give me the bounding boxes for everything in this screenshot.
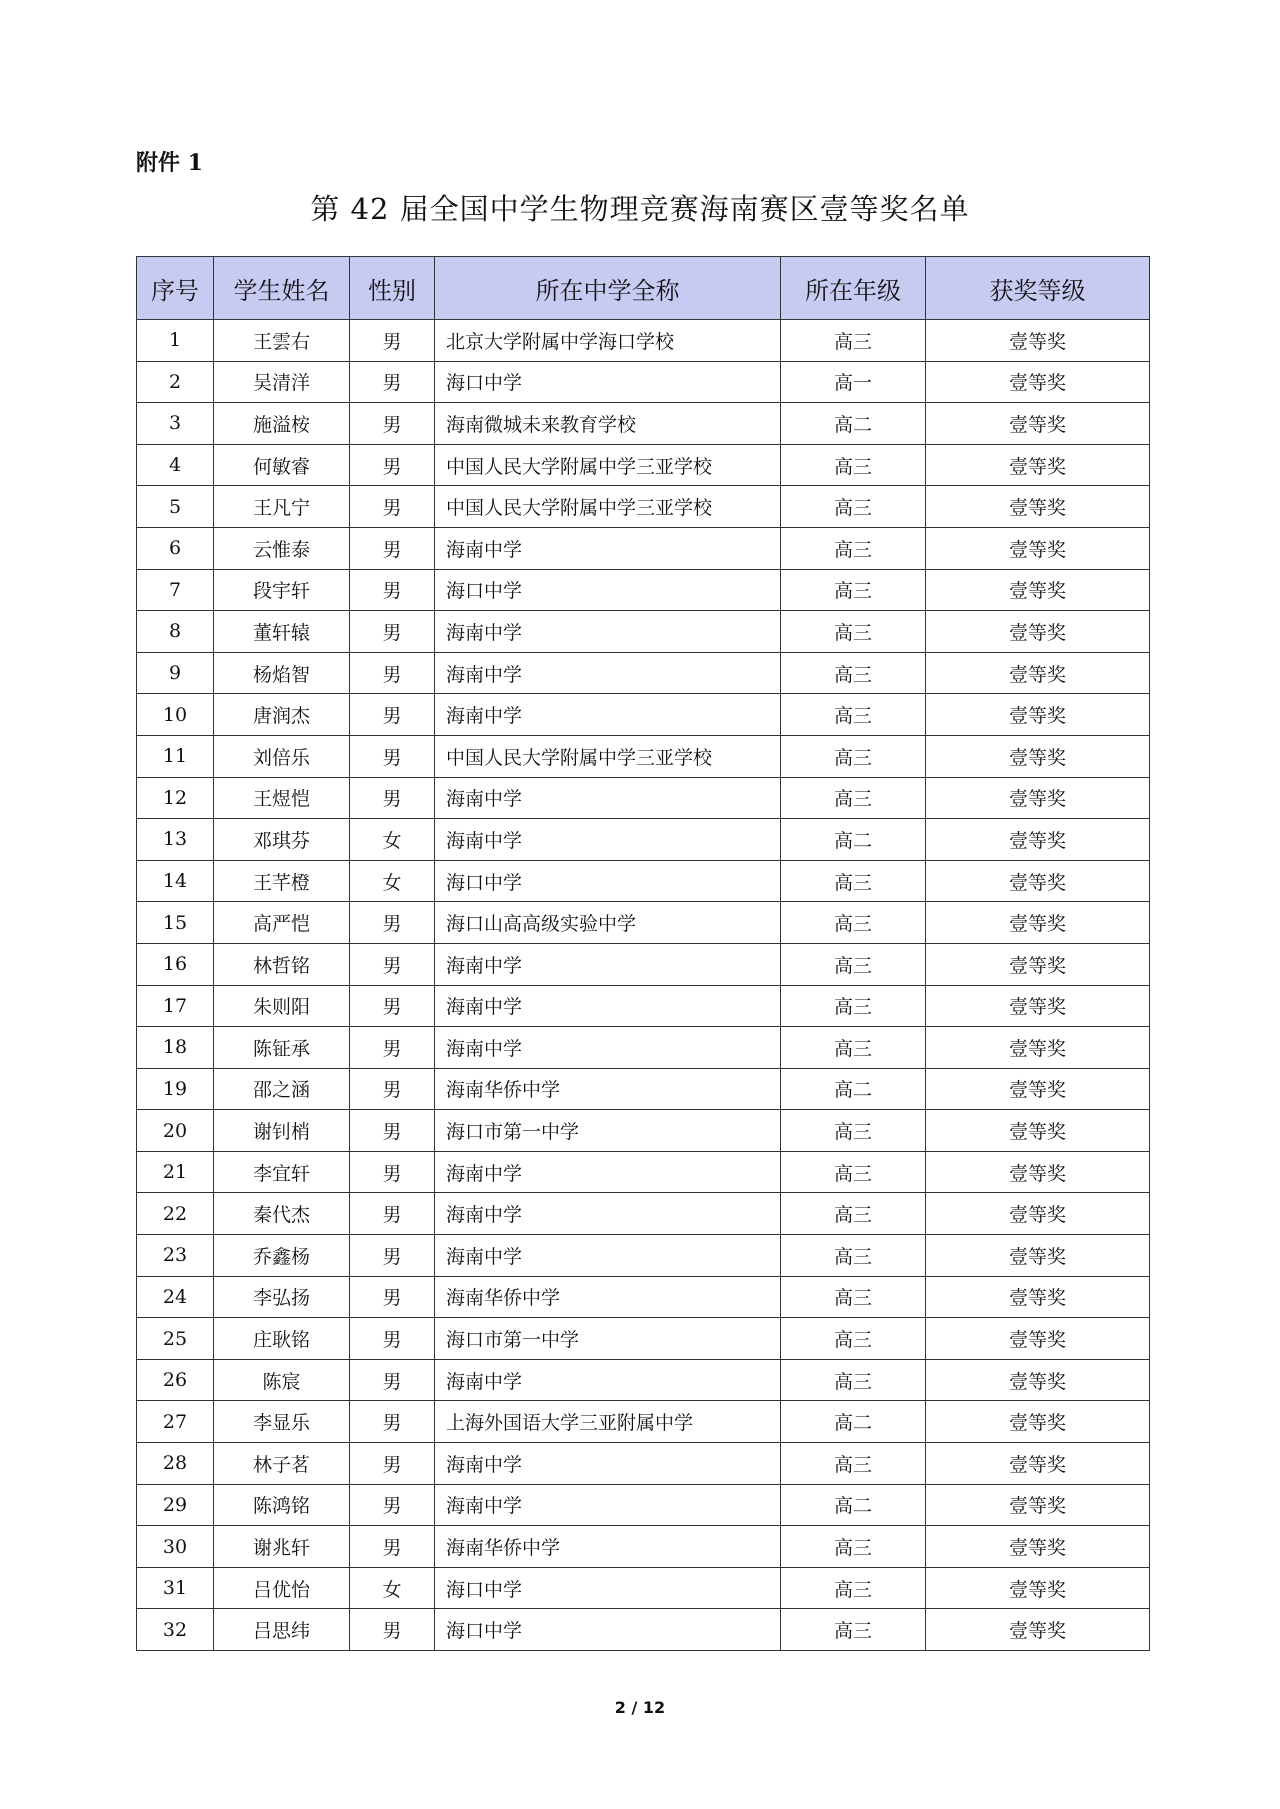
table-header-row xyxy=(137,257,1150,320)
cell-grade: 高三 xyxy=(781,1526,926,1568)
cell-gender: 男 xyxy=(350,1401,435,1443)
cell-award: 壹等奖 xyxy=(926,1567,1150,1609)
table-row xyxy=(137,444,1150,486)
cell-school: 海口中学 xyxy=(435,1609,781,1651)
cell-index: 10 xyxy=(137,694,214,736)
cell-index: 22 xyxy=(137,1193,214,1235)
cell-school: 海南中学 xyxy=(435,1235,781,1277)
cell-grade: 高三 xyxy=(781,777,926,819)
cell-grade: 高三 xyxy=(781,1359,926,1401)
cell-grade: 高三 xyxy=(781,860,926,902)
cell-name: 吕思纬 xyxy=(214,1609,350,1651)
cell-grade: 高三 xyxy=(781,486,926,528)
cell-grade: 高三 xyxy=(781,735,926,777)
table-row xyxy=(137,1151,1150,1193)
table-row xyxy=(137,777,1150,819)
cell-gender: 男 xyxy=(350,569,435,611)
table-row xyxy=(137,1110,1150,1152)
cell-school: 海南中学 xyxy=(435,527,781,569)
cell-gender: 男 xyxy=(350,361,435,403)
cell-award: 壹等奖 xyxy=(926,444,1150,486)
cell-name: 庄耿铭 xyxy=(214,1318,350,1360)
cell-grade: 高三 xyxy=(781,1318,926,1360)
cell-award: 壹等奖 xyxy=(926,361,1150,403)
cell-name: 林哲铭 xyxy=(214,943,350,985)
cell-award: 壹等奖 xyxy=(926,320,1150,362)
cell-award: 壹等奖 xyxy=(926,777,1150,819)
cell-gender: 男 xyxy=(350,1110,435,1152)
cell-gender: 男 xyxy=(350,1193,435,1235)
cell-grade: 高二 xyxy=(781,819,926,861)
table-body xyxy=(137,320,1150,1651)
cell-gender: 女 xyxy=(350,860,435,902)
cell-gender: 男 xyxy=(350,444,435,486)
cell-name: 邓琪芬 xyxy=(214,819,350,861)
cell-gender: 男 xyxy=(350,1151,435,1193)
cell-award: 壹等奖 xyxy=(926,1526,1150,1568)
cell-award: 壹等奖 xyxy=(926,1318,1150,1360)
cell-index: 3 xyxy=(137,403,214,445)
cell-index: 9 xyxy=(137,652,214,694)
table-row xyxy=(137,1193,1150,1235)
cell-gender: 男 xyxy=(350,1276,435,1318)
cell-school: 海南中学 xyxy=(435,1027,781,1069)
table-row xyxy=(137,1443,1150,1485)
cell-name: 谢钊梢 xyxy=(214,1110,350,1152)
cell-school: 海南中学 xyxy=(435,1443,781,1485)
cell-school: 海南中学 xyxy=(435,1151,781,1193)
cell-index: 14 xyxy=(137,860,214,902)
cell-gender: 女 xyxy=(350,819,435,861)
cell-name: 王芊橙 xyxy=(214,860,350,902)
cell-grade: 高三 xyxy=(781,1151,926,1193)
cell-school: 中国人民大学附属中学三亚学校 xyxy=(435,444,781,486)
cell-index: 2 xyxy=(137,361,214,403)
cell-award: 壹等奖 xyxy=(926,694,1150,736)
cell-award: 壹等奖 xyxy=(926,1359,1150,1401)
cell-award: 壹等奖 xyxy=(926,1068,1150,1110)
cell-grade: 高三 xyxy=(781,1443,926,1485)
cell-index: 18 xyxy=(137,1027,214,1069)
cell-index: 16 xyxy=(137,943,214,985)
cell-school: 海南华侨中学 xyxy=(435,1526,781,1568)
cell-school: 海口中学 xyxy=(435,361,781,403)
cell-index: 1 xyxy=(137,320,214,362)
cell-school: 海南中学 xyxy=(435,819,781,861)
cell-gender: 男 xyxy=(350,777,435,819)
cell-index: 6 xyxy=(137,527,214,569)
cell-index: 11 xyxy=(137,735,214,777)
cell-grade: 高三 xyxy=(781,1567,926,1609)
cell-index: 21 xyxy=(137,1151,214,1193)
cell-school: 中国人民大学附属中学三亚学校 xyxy=(435,486,781,528)
cell-name: 乔鑫杨 xyxy=(214,1235,350,1277)
cell-name: 王煜恺 xyxy=(214,777,350,819)
attachment-label: 附件 1 xyxy=(136,150,203,176)
table-row xyxy=(137,652,1150,694)
cell-index: 28 xyxy=(137,1443,214,1485)
cell-school: 海口中学 xyxy=(435,860,781,902)
cell-index: 23 xyxy=(137,1235,214,1277)
cell-gender: 男 xyxy=(350,1484,435,1526)
table-row xyxy=(137,1027,1150,1069)
cell-name: 陈钲承 xyxy=(214,1027,350,1069)
cell-grade: 高三 xyxy=(781,652,926,694)
cell-school: 海南中学 xyxy=(435,943,781,985)
cell-grade: 高三 xyxy=(781,902,926,944)
cell-award: 壹等奖 xyxy=(926,1151,1150,1193)
cell-award: 壹等奖 xyxy=(926,1609,1150,1651)
cell-grade: 高三 xyxy=(781,694,926,736)
cell-award: 壹等奖 xyxy=(926,1401,1150,1443)
cell-school: 海口市第一中学 xyxy=(435,1110,781,1152)
cell-name: 杨焰智 xyxy=(214,652,350,694)
cell-school: 海南中学 xyxy=(435,694,781,736)
cell-index: 7 xyxy=(137,569,214,611)
table-header xyxy=(137,257,1150,320)
cell-grade: 高三 xyxy=(781,1609,926,1651)
cell-gender: 男 xyxy=(350,1068,435,1110)
cell-award: 壹等奖 xyxy=(926,1484,1150,1526)
cell-grade: 高三 xyxy=(781,320,926,362)
cell-award: 壹等奖 xyxy=(926,1276,1150,1318)
header-index: 序号 xyxy=(137,257,214,320)
cell-grade: 高三 xyxy=(781,1235,926,1277)
table-row xyxy=(137,1359,1150,1401)
table-row xyxy=(137,527,1150,569)
cell-index: 26 xyxy=(137,1359,214,1401)
cell-name: 施溢桉 xyxy=(214,403,350,445)
table-row xyxy=(137,1567,1150,1609)
cell-gender: 男 xyxy=(350,403,435,445)
cell-gender: 男 xyxy=(350,985,435,1027)
table-row xyxy=(137,320,1150,362)
table-row xyxy=(137,486,1150,528)
cell-gender: 男 xyxy=(350,902,435,944)
cell-award: 壹等奖 xyxy=(926,1110,1150,1152)
cell-index: 8 xyxy=(137,611,214,653)
cell-index: 27 xyxy=(137,1401,214,1443)
cell-name: 吴清洋 xyxy=(214,361,350,403)
cell-name: 朱则阳 xyxy=(214,985,350,1027)
cell-index: 12 xyxy=(137,777,214,819)
cell-award: 壹等奖 xyxy=(926,527,1150,569)
cell-award: 壹等奖 xyxy=(926,902,1150,944)
table-row xyxy=(137,1526,1150,1568)
cell-name: 林子茗 xyxy=(214,1443,350,1485)
cell-grade: 高二 xyxy=(781,1068,926,1110)
cell-name: 秦代杰 xyxy=(214,1193,350,1235)
cell-name: 李显乐 xyxy=(214,1401,350,1443)
cell-name: 段宇轩 xyxy=(214,569,350,611)
cell-award: 壹等奖 xyxy=(926,611,1150,653)
cell-gender: 男 xyxy=(350,320,435,362)
cell-award: 壹等奖 xyxy=(926,860,1150,902)
cell-grade: 高三 xyxy=(781,943,926,985)
cell-school: 海南中学 xyxy=(435,1193,781,1235)
cell-name: 王凡宁 xyxy=(214,486,350,528)
cell-name: 何敏睿 xyxy=(214,444,350,486)
cell-gender: 男 xyxy=(350,652,435,694)
cell-school: 北京大学附属中学海口学校 xyxy=(435,320,781,362)
cell-index: 30 xyxy=(137,1526,214,1568)
cell-gender: 男 xyxy=(350,943,435,985)
table-row xyxy=(137,403,1150,445)
table-row xyxy=(137,1318,1150,1360)
cell-grade: 高二 xyxy=(781,1484,926,1526)
cell-award: 壹等奖 xyxy=(926,652,1150,694)
table-row xyxy=(137,1609,1150,1651)
cell-grade: 高三 xyxy=(781,1276,926,1318)
cell-award: 壹等奖 xyxy=(926,486,1150,528)
award-table xyxy=(136,256,1150,1651)
cell-gender: 男 xyxy=(350,1443,435,1485)
table-row xyxy=(137,985,1150,1027)
cell-award: 壹等奖 xyxy=(926,1235,1150,1277)
cell-index: 5 xyxy=(137,486,214,528)
cell-index: 17 xyxy=(137,985,214,1027)
cell-index: 4 xyxy=(137,444,214,486)
table-row xyxy=(137,1484,1150,1526)
cell-name: 高严恺 xyxy=(214,902,350,944)
cell-school: 海口中学 xyxy=(435,1567,781,1609)
cell-award: 壹等奖 xyxy=(926,985,1150,1027)
cell-school: 海南中学 xyxy=(435,611,781,653)
table-row xyxy=(137,902,1150,944)
cell-name: 谢兆轩 xyxy=(214,1526,350,1568)
cell-name: 陈宸 xyxy=(214,1359,350,1401)
cell-index: 31 xyxy=(137,1567,214,1609)
cell-grade: 高二 xyxy=(781,1401,926,1443)
cell-name: 董轩辕 xyxy=(214,611,350,653)
table-row xyxy=(137,860,1150,902)
cell-name: 吕优怡 xyxy=(214,1567,350,1609)
cell-school: 海南中学 xyxy=(435,777,781,819)
table-row xyxy=(137,1068,1150,1110)
cell-school: 海口市第一中学 xyxy=(435,1318,781,1360)
table-row xyxy=(137,361,1150,403)
cell-gender: 男 xyxy=(350,1318,435,1360)
table-row xyxy=(137,735,1150,777)
table-row xyxy=(137,1401,1150,1443)
cell-name: 唐润杰 xyxy=(214,694,350,736)
cell-name: 云惟泰 xyxy=(214,527,350,569)
cell-grade: 高三 xyxy=(781,611,926,653)
cell-index: 29 xyxy=(137,1484,214,1526)
cell-school: 上海外国语大学三亚附属中学 xyxy=(435,1401,781,1443)
cell-award: 壹等奖 xyxy=(926,943,1150,985)
cell-school: 海南中学 xyxy=(435,1484,781,1526)
cell-grade: 高三 xyxy=(781,444,926,486)
cell-grade: 高三 xyxy=(781,569,926,611)
cell-gender: 男 xyxy=(350,1027,435,1069)
cell-school: 海南中学 xyxy=(435,985,781,1027)
cell-name: 李宜轩 xyxy=(214,1151,350,1193)
cell-grade: 高三 xyxy=(781,527,926,569)
header-award: 获奖等级 xyxy=(926,257,1150,320)
cell-gender: 男 xyxy=(350,1609,435,1651)
cell-school: 海南华侨中学 xyxy=(435,1276,781,1318)
cell-grade: 高二 xyxy=(781,403,926,445)
cell-award: 壹等奖 xyxy=(926,569,1150,611)
cell-grade: 高三 xyxy=(781,985,926,1027)
cell-name: 王雲右 xyxy=(214,320,350,362)
table-row xyxy=(137,611,1150,653)
cell-award: 壹等奖 xyxy=(926,1193,1150,1235)
cell-gender: 男 xyxy=(350,527,435,569)
cell-school: 海南中学 xyxy=(435,652,781,694)
cell-school: 海口中学 xyxy=(435,569,781,611)
cell-grade: 高三 xyxy=(781,1027,926,1069)
header-name: 学生姓名 xyxy=(214,257,350,320)
cell-grade: 高三 xyxy=(781,1110,926,1152)
cell-gender: 男 xyxy=(350,694,435,736)
cell-gender: 男 xyxy=(350,611,435,653)
cell-grade: 高一 xyxy=(781,361,926,403)
cell-index: 15 xyxy=(137,902,214,944)
cell-award: 壹等奖 xyxy=(926,403,1150,445)
cell-gender: 男 xyxy=(350,1359,435,1401)
cell-index: 19 xyxy=(137,1068,214,1110)
cell-grade: 高三 xyxy=(781,1193,926,1235)
cell-gender: 男 xyxy=(350,735,435,777)
cell-index: 24 xyxy=(137,1276,214,1318)
cell-gender: 男 xyxy=(350,1526,435,1568)
cell-gender: 男 xyxy=(350,486,435,528)
cell-index: 32 xyxy=(137,1609,214,1651)
page-number: 2 / 12 xyxy=(614,1698,666,1717)
cell-gender: 女 xyxy=(350,1567,435,1609)
cell-name: 邵之涵 xyxy=(214,1068,350,1110)
table-row xyxy=(137,1235,1150,1277)
cell-school: 海南中学 xyxy=(435,1359,781,1401)
header-school: 所在中学全称 xyxy=(435,257,781,320)
header-gender: 性别 xyxy=(350,257,435,320)
table-row xyxy=(137,1276,1150,1318)
cell-name: 陈鸿铭 xyxy=(214,1484,350,1526)
cell-school: 海南微城未来教育学校 xyxy=(435,403,781,445)
cell-school: 海南华侨中学 xyxy=(435,1068,781,1110)
page-title: 第 42 届全国中学生物理竞赛海南赛区壹等奖名单 xyxy=(310,192,970,226)
cell-name: 李弘扬 xyxy=(214,1276,350,1318)
cell-index: 25 xyxy=(137,1318,214,1360)
cell-index: 20 xyxy=(137,1110,214,1152)
cell-name: 刘倍乐 xyxy=(214,735,350,777)
cell-award: 壹等奖 xyxy=(926,819,1150,861)
table-row xyxy=(137,819,1150,861)
cell-school: 海口山高高级实验中学 xyxy=(435,902,781,944)
cell-school: 中国人民大学附属中学三亚学校 xyxy=(435,735,781,777)
table-row xyxy=(137,943,1150,985)
cell-gender: 男 xyxy=(350,1235,435,1277)
header-grade: 所在年级 xyxy=(781,257,926,320)
cell-index: 13 xyxy=(137,819,214,861)
table-row xyxy=(137,569,1150,611)
cell-award: 壹等奖 xyxy=(926,735,1150,777)
cell-award: 壹等奖 xyxy=(926,1443,1150,1485)
table-row xyxy=(137,694,1150,736)
cell-award: 壹等奖 xyxy=(926,1027,1150,1069)
